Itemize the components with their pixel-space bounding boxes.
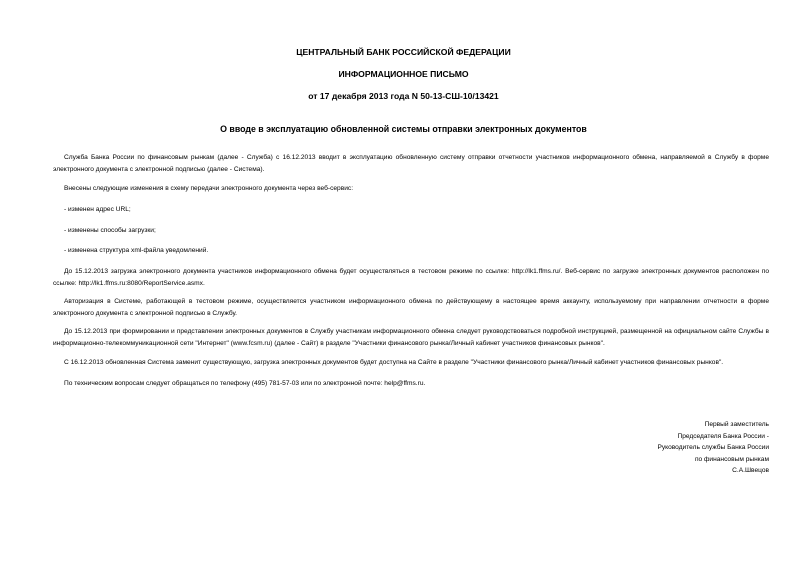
paragraph-test-mode: До 15.12.2013 загрузка электронного документа участников информационного обмена будет осуществляться в тестовом режиме по ссылке: http://lk1.ffms.ru/. Веб-сервис по загрузке электронных документов расположен по ссылке: http://lk1.ffms.ru:8080/ReportService.asmx. xyxy=(53,268,769,287)
paragraph-changes: Внесены следующие изменения в схему передачи электронного документа через веб-сервис: xyxy=(64,185,354,192)
document-subject: О вводе в эксплуатацию обновленной системы отправки электронных документов xyxy=(220,124,587,134)
document-type-title: ИНФОРМАЦИОННОЕ ПИСЬМО xyxy=(338,69,469,79)
signature-line: Руководитель службы Банка России xyxy=(657,444,769,452)
document-reference: от 17 декабря 2013 года N 50-13-СШ-10/13421 xyxy=(308,91,499,101)
signature-line: по финансовым рынкам xyxy=(694,455,769,463)
list-item: - изменены способы загрузки; xyxy=(64,227,156,234)
paragraph-instructions: До 15.12.2013 при формировании и представлении электронных документов в Службу участникам информационного обмена следует руководствоваться подробной инструкцией, размещенной на официальном сайте Службы в информационно-телекоммуникационной сети "Интернет" (www.fcsm.ru) (далее - Сайт) в разделе "Участники финансового рынка/Личный кабинет участников финансовых рынков". xyxy=(53,328,769,347)
paragraph-intro: Служба Банка России по финансовым рынкам (далее - Служба) с 16.12.2013 вводит в эксплуатацию обновленную систему отправки отчетности участников информационного обмена, направляемой в Службу в форме электронного документа с электронной подписью (далее - Система). xyxy=(53,154,769,173)
signature-line: Первый заместитель xyxy=(704,421,769,428)
signatory-name: С.А.Швецов xyxy=(732,467,769,475)
list-item: - изменена структура xml-файла уведомлений. xyxy=(64,247,209,254)
paragraph-authorization: Авторизация в Системе, работающей в тестовом режиме, осуществляется участником информационного обмена по действующему в настоящее время аккаунту, используемому при направлении отчетности в форме электронного документа с электронной подписью в Службу. xyxy=(53,298,769,317)
paragraph-replacement: С 16.12.2013 обновленная Система заменит существующую, загрузка электронных документов будет доступна на Сайте в разделе "Участники финансового рынка/Личный кабинет участников финансовых рынков". xyxy=(64,359,724,366)
list-item: - изменен адрес URL; xyxy=(64,206,131,213)
signature-block xyxy=(657,419,769,477)
signature-line: Председателя Банка России - xyxy=(677,432,769,440)
organization-title: ЦЕНТРАЛЬНЫЙ БАНК РОССИЙСКОЙ ФЕДЕРАЦИИ xyxy=(296,47,511,57)
paragraph-contacts: По техническим вопросам следует обращаться по телефону (495) 781-57-03 или по электронной почте: help@ffms.ru. xyxy=(64,380,426,387)
